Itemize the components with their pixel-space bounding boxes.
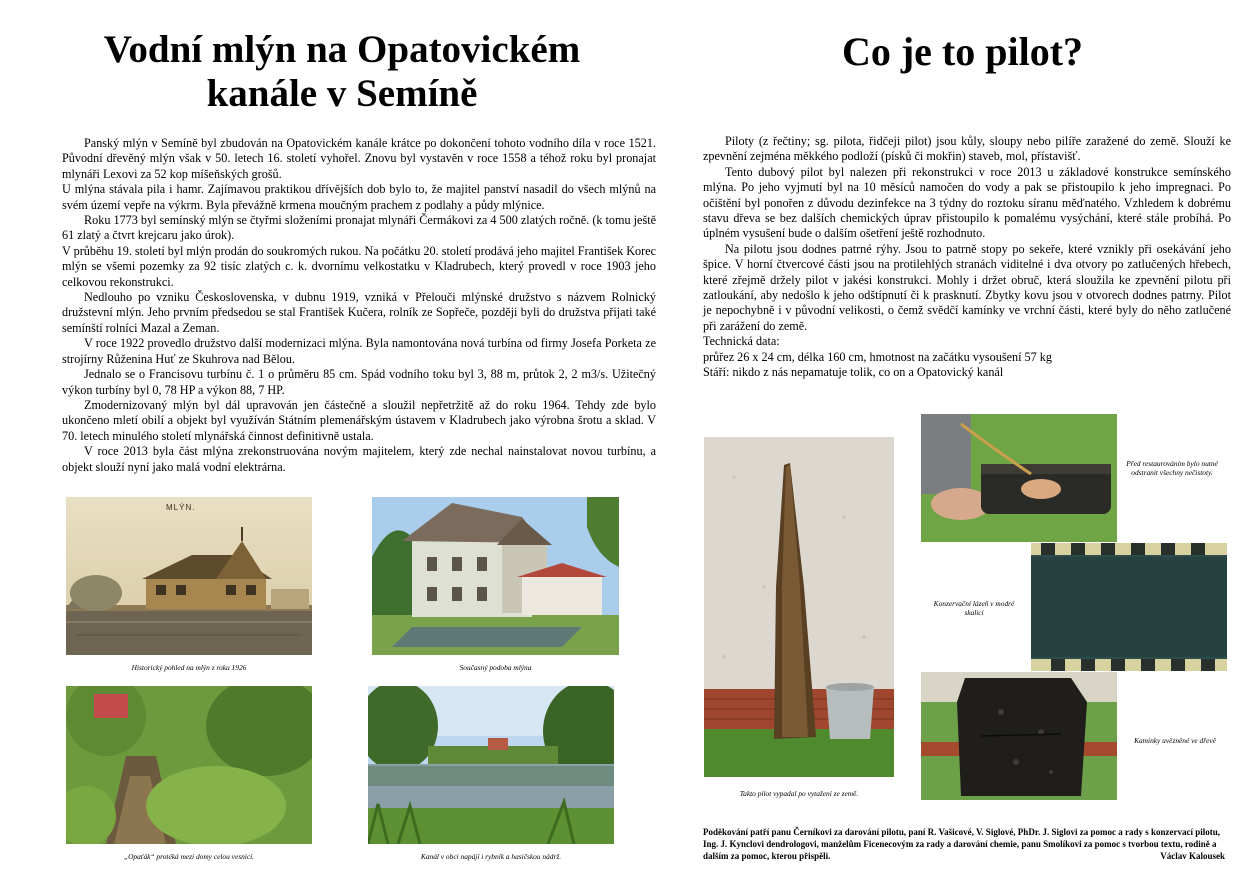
historic-photo-caption: Historický pohled na mlýn z roku 1926	[131, 663, 247, 672]
left-paragraph: Zmodernizovaný mlýn byl dál upravován jen částečně a sloužil nepřetržitě až do roku 1964. Tehdy zde bylo ukončeno mletí obilí a objekt byl využíván Státním plemenářským ústavem v Kladrubech jako výrobna šrotu a sklad. V 70. letech minulého století mlynářská činnost definitivně ustala.	[62, 397, 656, 443]
left-paragraph: Roku 1773 byl semínský mlýn se čtyřmi složeními pronajat mlynáři Čermákovi za 4 500 zlatých ročně. (k tomu ještě 61 zlatý a čtvrt krejcaru jako úrok).	[62, 213, 656, 243]
left-title	[40, 28, 644, 115]
right-title: Co je to pilot?	[841, 29, 1084, 74]
left-title-line1: Vodní mlýn na Opatovickém	[103, 28, 581, 71]
right-paragraph: Na pilotu jsou dodnes patrné rýhy. Jsou to patrně stopy po sekeře, které vznikly při osekávání jeho špice. V horní čtvercové části jsou na protilehlých stranách viditelné i dva otvory po zatlučených hřebech, které zřejmě držely pilot v jakési konstrukci. Mohly i držet obruč, která sloužila ke zpevnění pilotu při zatloukání, aby nedošlo k jeho odštípnutí či k prasknutí. Zbytky kovu jsou v otvorech dodnes patrny. Pilot je nepochybně i v původní velikosti, o čemž svědčí kamínky ve vrchní části, které byly do něho zatlučené při zarážení do země.	[703, 241, 1231, 333]
left-paragraph: V roce 1922 provedlo družstvo další modernizaci mlýna. Byla namontována nová turbína od firmy Josefa Porketa ze strojírny Růženina Huť ze Skuhrova nad Bělou.	[62, 336, 656, 366]
cleaning-pile-photo	[921, 414, 1117, 542]
canal-pond-photo	[368, 686, 614, 844]
right-paragraph: Tento dubový pilot byl nalezen při rekonstrukci v roce 2013 u základové konstrukce semínského mlýna. Po jeho vyjmutí byl na 10 měsíců namočen do vody a pak se přistoupilo k jeho impregnaci. Po očištění byl ponořen z důvodu dezinfekce na 3 týdny do roztoku síranu měďnatého. Vzhledem k dobrému stavu dřeva se bez dalších chemických úprav přistoupilo k pomalému vysýchání, které stále probíhá. Po úplném vysušení bude o dalším ošetření ještě rozhodnuto.	[703, 164, 1231, 241]
technical-data-heading: Technická data:	[703, 334, 780, 349]
left-article	[62, 136, 656, 475]
photo-label: MLÝN.	[166, 503, 196, 512]
opatak-stream-photo	[66, 686, 312, 844]
left-paragraph: V průběhu 19. století byl mlýn prodán do soukromých rukou. Na počátku 20. století prodává jeho majitel František Korec mlýn se všemi pozemky za 92 tisíc zlatých c. k. dvornímu velkostatku v Kladrubech, který provedl v roce 1903 jeho celkovou rekonstrukci.	[62, 243, 656, 289]
current-photo-caption: Současný podoba mlýna	[459, 663, 532, 672]
stones-in-wood-photo	[921, 672, 1117, 800]
left-title-line2: kanále v Semíně	[206, 71, 478, 115]
acknowledgements: Poděkování patří panu Černíkovi za darování pilotu, paní R. Vašicové, V. Siglové, PhDr. J. Siglovi za pomoc a rady s konzervací pilotu, Ing. J. Kynclovi dendrologovi, manželům Ficenecovým za rady a darování chemie, panu Smolíkovi za pomoc s tvorbou textu, rodině a dalším za pomoc, kterou přispěli.	[703, 827, 1220, 861]
pile-photo-caption: Takto pilot vypadal po vytažení ze země.	[739, 789, 859, 798]
left-paragraph: V roce 2013 byla část mlýna zrekonstruována novým majitelem, který zde nechal nainstalovat novou turbínu, a objekt slouží nyní jako malá vodní elektrárna.	[62, 444, 656, 474]
preservation-bath-photo	[1031, 543, 1227, 671]
opatak-photo-caption: „Opaťák“ protéká mezi domy celou vesnicí.	[123, 852, 255, 861]
bath-photo-caption: Konzervační lázeň v modré skalici	[933, 599, 1015, 617]
historic-mill-photo	[66, 497, 312, 655]
cleaning-photo-caption: Před restaurováním bylo nutné odstranit všechny nečistoty.	[1126, 459, 1218, 477]
stones-photo-caption: Kamínky uvězněné ve dřevě	[1134, 736, 1216, 745]
left-paragraph: U mlýna stávala pila i hamr. Zajímavou praktikou dřívějších dob bylo to, že majitel panství nasadil do všech mlýnů na svém území vepře na výkrm. Byla převážně krmena moučným prachem z podlahy a půdy mlýnice.	[62, 182, 656, 212]
right-article	[703, 134, 1231, 381]
canal-photo-caption: Kanál v obci napájí i rybník a hasičskou nádrž.	[420, 852, 562, 861]
left-paragraph: Panský mlýn v Semíně byl zbudován na Opatovickém kanále krátce po dokončení tohoto vodního díla v roce 1521. Původní dřevěný mlýn však v 50. letech 16. století vyhořel. Znovu byl vystavěn v roce 1558 a téhož roku byl pronajat mlynáři Lexovi za 52 kop míšeňských grošů.	[62, 136, 656, 181]
left-paragraph: Jednalo se o Francisovu turbínu č. 1 o průměru 85 cm. Spád vodního toku byl 3, 88 m, průtok 2, 2 m3/s. Užitečný výkon turbíny byl 0, 78 HP a výkon 88, 7 HP.	[62, 367, 656, 397]
right-paragraph: Piloty (z řečtiny; sg. pilota, řidčeji pilot) jsou kůly, sloupy nebo pilíře zaražené do země. Slouží ke zpevnění zejména měkkého podloží (písků či mokřin) staveb, mol, přístavišť.	[703, 134, 1231, 164]
wooden-pile-photo	[704, 437, 894, 777]
technical-data-dimensions: průřez 26 x 24 cm, délka 160 cm, hmotnost na začátku vysoušení 57 kg	[703, 349, 1052, 364]
technical-data-age: Stáří: nikdo z nás nepamatuje tolik, co on a Opatovický kanál	[703, 365, 1004, 380]
current-mill-photo	[372, 497, 619, 655]
left-paragraph: Nedlouho po vzniku Československa, v dubnu 1919, vzniká v Přelouči mlýnské družstvo s názvem Rolnický družstevní mlýn. Jeho prvním předsedou se stal František Kučera, rolník ze Sopřeče, později byli do družstva přijati také semínští rolníci Mazal a Zeman.	[62, 290, 656, 335]
author-name: Václav Kalousek	[1160, 851, 1225, 861]
